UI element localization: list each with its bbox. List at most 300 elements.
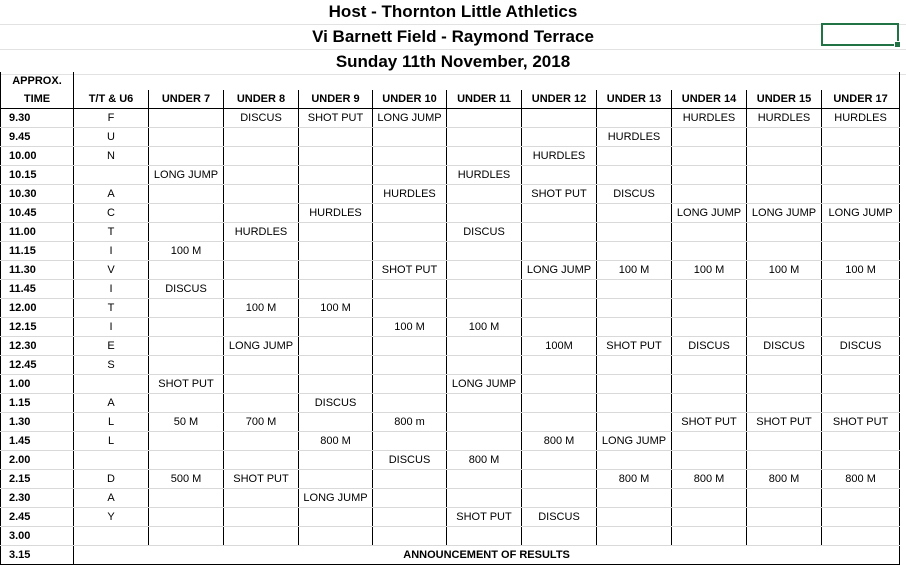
event-cell xyxy=(672,356,747,375)
event-cell xyxy=(299,223,373,242)
event-cell xyxy=(224,356,299,375)
event-cell xyxy=(224,432,299,451)
event-cell xyxy=(747,299,822,318)
event-cell xyxy=(522,204,597,223)
event-cell xyxy=(822,394,900,413)
tt-u6-cell: I xyxy=(74,280,149,299)
event-cell xyxy=(672,299,747,318)
event-cell xyxy=(447,489,522,508)
event-cell xyxy=(672,185,747,204)
event-cell xyxy=(447,356,522,375)
event-cell xyxy=(224,261,299,280)
event-cell: 100 M xyxy=(447,318,522,337)
event-cell xyxy=(597,299,672,318)
event-cell xyxy=(299,185,373,204)
time-cell: 1.15 xyxy=(1,394,74,413)
event-cell xyxy=(747,318,822,337)
event-cell xyxy=(447,204,522,223)
event-cell xyxy=(597,508,672,527)
table-row xyxy=(1,489,900,508)
event-cell: SHOT PUT xyxy=(822,413,900,432)
announcement-cell: ANNOUNCEMENT OF RESULTS xyxy=(74,546,900,565)
event-cell: HURDLES xyxy=(597,128,672,147)
event-cell xyxy=(747,166,822,185)
event-cell xyxy=(373,147,447,166)
column-header: UNDER 10 xyxy=(373,90,447,109)
event-cell xyxy=(373,223,447,242)
time-cell: 12.00 xyxy=(1,299,74,318)
event-cell xyxy=(672,489,747,508)
tt-u6-cell: S xyxy=(74,356,149,375)
event-cell: 100 M xyxy=(299,299,373,318)
table-row xyxy=(1,527,900,546)
date-title: Sunday 11th November, 2018 xyxy=(0,50,906,75)
tt-u6-cell: N xyxy=(74,147,149,166)
column-header: UNDER 14 xyxy=(672,90,747,109)
event-cell xyxy=(149,299,224,318)
event-cell xyxy=(822,223,900,242)
time-cell: 3.15 xyxy=(1,546,74,565)
event-cell xyxy=(672,147,747,166)
event-cell: SHOT PUT xyxy=(299,109,373,128)
time-cell: 2.30 xyxy=(1,489,74,508)
column-header: UNDER 17 xyxy=(822,90,900,109)
event-cell xyxy=(224,204,299,223)
event-cell xyxy=(299,508,373,527)
event-cell xyxy=(672,508,747,527)
event-cell: HURDLES xyxy=(672,109,747,128)
event-cell: LONG JUMP xyxy=(522,261,597,280)
event-cell: 50 M xyxy=(149,413,224,432)
event-cell xyxy=(747,375,822,394)
event-cell xyxy=(149,128,224,147)
event-cell xyxy=(597,166,672,185)
event-cell xyxy=(522,166,597,185)
selected-cell[interactable] xyxy=(821,23,899,46)
tt-u6-cell: I xyxy=(74,318,149,337)
table-row xyxy=(1,394,900,413)
event-cell xyxy=(597,489,672,508)
event-cell xyxy=(672,128,747,147)
event-cell: HURDLES xyxy=(822,109,900,128)
event-cell xyxy=(672,527,747,546)
event-cell xyxy=(149,261,224,280)
time-cell: 12.30 xyxy=(1,337,74,356)
event-cell xyxy=(747,489,822,508)
event-cell xyxy=(522,489,597,508)
event-cell xyxy=(224,394,299,413)
footer-row xyxy=(1,546,900,565)
table-row xyxy=(1,242,900,261)
event-cell xyxy=(447,394,522,413)
event-cell xyxy=(597,147,672,166)
event-cell xyxy=(597,280,672,299)
event-cell: LONG JUMP xyxy=(299,489,373,508)
event-cell xyxy=(224,451,299,470)
column-header: UNDER 15 xyxy=(747,90,822,109)
event-cell xyxy=(373,527,447,546)
event-cell xyxy=(522,128,597,147)
event-cell xyxy=(447,280,522,299)
table-row xyxy=(1,432,900,451)
event-cell xyxy=(822,318,900,337)
event-cell xyxy=(522,280,597,299)
event-cell xyxy=(224,489,299,508)
event-cell: DISCUS xyxy=(149,280,224,299)
event-cell xyxy=(373,166,447,185)
time-cell: 11.00 xyxy=(1,223,74,242)
event-cell xyxy=(299,470,373,489)
event-cell: DISCUS xyxy=(447,223,522,242)
tt-u6-cell: L xyxy=(74,432,149,451)
event-cell: DISCUS xyxy=(522,508,597,527)
event-cell xyxy=(373,242,447,261)
event-cell xyxy=(822,451,900,470)
event-cell xyxy=(299,413,373,432)
event-cell xyxy=(822,242,900,261)
event-cell: HURDLES xyxy=(299,204,373,223)
event-cell xyxy=(672,242,747,261)
event-cell: DISCUS xyxy=(597,185,672,204)
column-header: UNDER 9 xyxy=(299,90,373,109)
time-cell: 11.45 xyxy=(1,280,74,299)
event-cell xyxy=(299,337,373,356)
event-cell xyxy=(747,527,822,546)
event-cell xyxy=(447,185,522,204)
event-cell: SHOT PUT xyxy=(597,337,672,356)
event-cell xyxy=(672,394,747,413)
event-cell xyxy=(149,356,224,375)
event-cell xyxy=(224,128,299,147)
event-cell xyxy=(299,242,373,261)
event-cell xyxy=(149,508,224,527)
event-cell xyxy=(747,128,822,147)
time-cell: 3.00 xyxy=(1,527,74,546)
time-header-bottom: TIME xyxy=(1,90,74,109)
time-cell: 12.45 xyxy=(1,356,74,375)
event-cell xyxy=(373,356,447,375)
table-header xyxy=(1,72,900,109)
event-cell xyxy=(522,109,597,128)
event-cell xyxy=(373,204,447,223)
event-cell: 800 M xyxy=(822,470,900,489)
event-cell: HURDLES xyxy=(373,185,447,204)
event-cell xyxy=(373,375,447,394)
event-cell: LONG JUMP xyxy=(672,204,747,223)
table-row xyxy=(1,470,900,489)
event-cell: SHOT PUT xyxy=(373,261,447,280)
event-cell xyxy=(149,432,224,451)
table-row xyxy=(1,451,900,470)
event-cell xyxy=(672,166,747,185)
event-cell xyxy=(522,242,597,261)
event-cell: SHOT PUT xyxy=(672,413,747,432)
event-cell xyxy=(224,147,299,166)
time-cell: 10.15 xyxy=(1,166,74,185)
event-cell: 500 M xyxy=(149,470,224,489)
event-cell: DISCUS xyxy=(822,337,900,356)
event-cell xyxy=(672,280,747,299)
event-cell xyxy=(822,432,900,451)
event-cell xyxy=(373,489,447,508)
table-row xyxy=(1,223,900,242)
event-cell xyxy=(373,128,447,147)
event-cell xyxy=(299,375,373,394)
event-cell xyxy=(747,394,822,413)
event-cell xyxy=(299,166,373,185)
time-cell: 1.30 xyxy=(1,413,74,432)
tt-u6-cell: I xyxy=(74,242,149,261)
tt-u6-cell: L xyxy=(74,413,149,432)
event-cell xyxy=(597,375,672,394)
event-cell xyxy=(447,413,522,432)
tt-u6-cell xyxy=(74,375,149,394)
event-cell xyxy=(224,318,299,337)
event-cell xyxy=(447,299,522,318)
title-block xyxy=(0,0,906,75)
event-cell xyxy=(597,394,672,413)
time-cell: 9.45 xyxy=(1,128,74,147)
event-cell xyxy=(597,109,672,128)
event-cell xyxy=(747,280,822,299)
table-row xyxy=(1,166,900,185)
event-cell: 800 M xyxy=(522,432,597,451)
event-cell xyxy=(373,337,447,356)
tt-u6-cell: T xyxy=(74,299,149,318)
event-cell xyxy=(447,470,522,489)
event-cell xyxy=(447,527,522,546)
time-cell: 2.15 xyxy=(1,470,74,489)
event-cell: LONG JUMP xyxy=(747,204,822,223)
tt-u6-cell: A xyxy=(74,185,149,204)
event-cell: HURDLES xyxy=(522,147,597,166)
table-row xyxy=(1,337,900,356)
table-row xyxy=(1,508,900,527)
event-cell xyxy=(373,280,447,299)
event-cell: DISCUS xyxy=(747,337,822,356)
event-cell: SHOT PUT xyxy=(149,375,224,394)
tt-u6-cell xyxy=(74,451,149,470)
event-cell xyxy=(822,527,900,546)
event-cell xyxy=(224,185,299,204)
event-cell: DISCUS xyxy=(373,451,447,470)
event-cell xyxy=(597,451,672,470)
event-cell xyxy=(299,527,373,546)
time-cell: 11.15 xyxy=(1,242,74,261)
event-cell xyxy=(597,223,672,242)
event-cell xyxy=(299,318,373,337)
event-cell: LONG JUMP xyxy=(822,204,900,223)
event-cell xyxy=(672,223,747,242)
event-cell xyxy=(224,375,299,394)
tt-u6-cell: E xyxy=(74,337,149,356)
time-cell: 12.15 xyxy=(1,318,74,337)
event-cell xyxy=(149,147,224,166)
event-cell: 100 M xyxy=(224,299,299,318)
event-cell xyxy=(224,280,299,299)
time-cell: 10.45 xyxy=(1,204,74,223)
table-row xyxy=(1,109,900,128)
event-cell: 800 M xyxy=(299,432,373,451)
event-cell: 800 m xyxy=(373,413,447,432)
table-row xyxy=(1,185,900,204)
event-cell xyxy=(149,185,224,204)
event-cell xyxy=(149,109,224,128)
column-header: UNDER 11 xyxy=(447,90,522,109)
event-cell xyxy=(747,147,822,166)
column-header: UNDER 13 xyxy=(597,90,672,109)
event-cell xyxy=(299,128,373,147)
table-row xyxy=(1,128,900,147)
tt-u6-cell: F xyxy=(74,109,149,128)
column-header: UNDER 7 xyxy=(149,90,224,109)
event-cell xyxy=(149,204,224,223)
event-cell xyxy=(597,527,672,546)
time-cell: 11.30 xyxy=(1,261,74,280)
event-cell xyxy=(522,451,597,470)
event-cell xyxy=(822,185,900,204)
table-row xyxy=(1,280,900,299)
event-cell xyxy=(597,356,672,375)
event-cell: 100 M xyxy=(597,261,672,280)
time-cell: 10.30 xyxy=(1,185,74,204)
event-cell: 800 M xyxy=(672,470,747,489)
event-cell xyxy=(822,356,900,375)
event-cell xyxy=(224,242,299,261)
event-cell: SHOT PUT xyxy=(447,508,522,527)
event-cell xyxy=(747,432,822,451)
event-cell xyxy=(522,413,597,432)
tt-u6-cell xyxy=(74,527,149,546)
event-cell: SHOT PUT xyxy=(522,185,597,204)
host-title: Host - Thornton Little Athletics xyxy=(0,0,906,25)
event-cell: DISCUS xyxy=(224,109,299,128)
table-row xyxy=(1,147,900,166)
event-cell xyxy=(522,299,597,318)
event-cell xyxy=(224,527,299,546)
event-cell xyxy=(447,261,522,280)
event-cell xyxy=(747,223,822,242)
event-cell xyxy=(597,413,672,432)
event-cell: HURDLES xyxy=(224,223,299,242)
event-cell xyxy=(522,356,597,375)
event-cell xyxy=(522,527,597,546)
table-row xyxy=(1,413,900,432)
event-cell xyxy=(672,375,747,394)
event-cell xyxy=(447,109,522,128)
event-cell: LONG JUMP xyxy=(447,375,522,394)
event-cell xyxy=(822,128,900,147)
event-cell: 100 M xyxy=(822,261,900,280)
column-header: T/T & U6 xyxy=(74,90,149,109)
table-row xyxy=(1,204,900,223)
event-cell xyxy=(224,166,299,185)
event-cell xyxy=(447,242,522,261)
event-cell xyxy=(672,318,747,337)
event-cell xyxy=(373,394,447,413)
event-cell xyxy=(822,299,900,318)
event-cell: LONG JUMP xyxy=(373,109,447,128)
event-cell: SHOT PUT xyxy=(224,470,299,489)
event-cell xyxy=(149,489,224,508)
event-cell xyxy=(447,337,522,356)
event-cell xyxy=(447,432,522,451)
event-cell xyxy=(597,204,672,223)
event-cell: LONG JUMP xyxy=(224,337,299,356)
event-cell: 800 M xyxy=(597,470,672,489)
event-cell xyxy=(299,356,373,375)
time-cell: 9.30 xyxy=(1,109,74,128)
event-cell xyxy=(447,147,522,166)
event-cell: HURDLES xyxy=(447,166,522,185)
tt-u6-cell: T xyxy=(74,223,149,242)
event-cell xyxy=(822,166,900,185)
table-row xyxy=(1,318,900,337)
table-row xyxy=(1,375,900,394)
event-cell xyxy=(373,299,447,318)
event-cell xyxy=(672,451,747,470)
event-cell xyxy=(747,508,822,527)
time-cell: 2.00 xyxy=(1,451,74,470)
time-cell: 1.45 xyxy=(1,432,74,451)
event-cell xyxy=(522,223,597,242)
table-row xyxy=(1,299,900,318)
tt-u6-cell xyxy=(74,166,149,185)
venue-title: Vi Barnett Field - Raymond Terrace xyxy=(0,25,906,50)
event-cell: 700 M xyxy=(224,413,299,432)
event-cell xyxy=(373,432,447,451)
event-cell xyxy=(822,489,900,508)
event-cell xyxy=(299,280,373,299)
event-cell xyxy=(597,242,672,261)
event-cell xyxy=(299,261,373,280)
event-cell: 100 M xyxy=(747,261,822,280)
event-cell xyxy=(522,375,597,394)
column-header: UNDER 8 xyxy=(224,90,299,109)
event-cell xyxy=(149,337,224,356)
event-cell: LONG JUMP xyxy=(149,166,224,185)
event-cell xyxy=(299,147,373,166)
event-cell xyxy=(149,394,224,413)
event-cell xyxy=(747,356,822,375)
column-header: UNDER 12 xyxy=(522,90,597,109)
event-cell xyxy=(522,470,597,489)
table-row xyxy=(1,261,900,280)
table-body xyxy=(1,109,900,565)
event-cell xyxy=(747,451,822,470)
tt-u6-cell: V xyxy=(74,261,149,280)
event-cell xyxy=(149,223,224,242)
event-cell: LONG JUMP xyxy=(597,432,672,451)
time-cell: 1.00 xyxy=(1,375,74,394)
event-cell xyxy=(672,432,747,451)
schedule-table xyxy=(0,72,900,565)
event-cell: 100 M xyxy=(373,318,447,337)
event-cell xyxy=(149,451,224,470)
event-cell xyxy=(822,280,900,299)
event-cell xyxy=(522,318,597,337)
event-cell xyxy=(373,508,447,527)
tt-u6-cell: A xyxy=(74,394,149,413)
event-cell xyxy=(224,508,299,527)
event-cell: 100M xyxy=(522,337,597,356)
event-cell: DISCUS xyxy=(672,337,747,356)
tt-u6-cell: A xyxy=(74,489,149,508)
event-cell xyxy=(822,508,900,527)
table-row xyxy=(1,356,900,375)
tt-u6-cell: Y xyxy=(74,508,149,527)
event-cell xyxy=(447,128,522,147)
